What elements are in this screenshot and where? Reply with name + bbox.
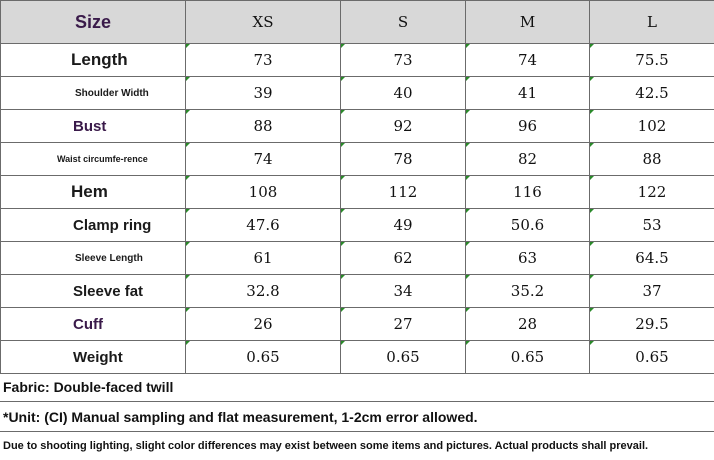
cell-corner-mark [466,275,470,279]
cell-corner-mark [466,143,470,147]
table-cell: 42.5 [590,77,714,110]
column-header-s: S [341,1,466,44]
table-cell: 92 [341,110,466,143]
table-row-length [1,44,714,77]
table-cell: 27 [341,308,466,341]
table-cell: 35.2 [466,275,590,308]
unit-note: *Unit: (CI) Manual sampling and flat measurement, 1-2cm error allowed. [0,402,714,432]
table-cell: 53 [590,209,714,242]
cell-corner-mark [466,176,470,180]
row-label: Bust [1,110,186,143]
table-cell: 64.5 [590,242,714,275]
row-label: Waist circumfe-rence [1,143,186,176]
table-cell: 40 [341,77,466,110]
cell-corner-mark [341,242,345,246]
table-cell: 39 [186,77,341,110]
cell-corner-mark [590,44,594,48]
table-row-sleeve-length [1,242,714,275]
cell-corner-mark [590,143,594,147]
table-cell: 112 [341,176,466,209]
table-cell: 88 [590,143,714,176]
fabric-note: Fabric: Double-faced twill [0,372,714,402]
table-cell: 102 [590,110,714,143]
cell-corner-mark [186,308,190,312]
table-row-shoulder-width [1,77,714,110]
table-cell: 82 [466,143,590,176]
size-header: Size [1,1,186,44]
disclaimer-note: Due to shooting lighting, slight color differences may exist between some items and pictures. Actual products shall prevail. [0,432,714,458]
table-cell: 62 [341,242,466,275]
table-cell: 74 [466,44,590,77]
table-cell: 73 [341,44,466,77]
row-label: Length [1,44,186,77]
row-label: Cuff [1,308,186,341]
cell-corner-mark [186,176,190,180]
cell-corner-mark [466,44,470,48]
table-cell: 0.65 [466,341,590,374]
table-cell: 37 [590,275,714,308]
cell-corner-mark [590,308,594,312]
table-cell: 0.65 [590,341,714,374]
table-cell: 63 [466,242,590,275]
cell-corner-mark [186,275,190,279]
table-cell: 50.6 [466,209,590,242]
cell-corner-mark [186,44,190,48]
cell-corner-mark [186,143,190,147]
cell-corner-mark [590,110,594,114]
column-header-xs: XS [186,1,341,44]
cell-corner-mark [186,209,190,213]
cell-corner-mark [590,176,594,180]
table-cell: 75.5 [590,44,714,77]
cell-corner-mark [590,209,594,213]
cell-corner-mark [466,209,470,213]
cell-corner-mark [466,341,470,345]
table-row-bust [1,110,714,143]
row-label: Shoulder Width [1,77,186,110]
column-header-m: M [466,1,590,44]
table-cell: 34 [341,275,466,308]
table-cell: 96 [466,110,590,143]
table-cell: 73 [186,44,341,77]
cell-corner-mark [341,110,345,114]
table-cell: 61 [186,242,341,275]
cell-corner-mark [341,341,345,345]
row-label: Clamp ring [1,209,186,242]
cell-corner-mark [341,143,345,147]
cell-corner-mark [466,242,470,246]
cell-corner-mark [341,176,345,180]
table-cell: 41 [466,77,590,110]
cell-corner-mark [186,110,190,114]
cell-corner-mark [186,242,190,246]
cell-corner-mark [186,77,190,81]
table-row-weight [1,341,714,374]
table-cell: 49 [341,209,466,242]
table-cell: 74 [186,143,341,176]
cell-corner-mark [341,77,345,81]
row-label: Sleeve Length [1,242,186,275]
table-cell: 108 [186,176,341,209]
table-cell: 116 [466,176,590,209]
table-cell: 26 [186,308,341,341]
table-row-clamp-ring [1,209,714,242]
row-label: Hem [1,176,186,209]
table-cell: 28 [466,308,590,341]
table-cell: 88 [186,110,341,143]
cell-corner-mark [466,77,470,81]
cell-corner-mark [186,341,190,345]
table-row-hem [1,176,714,209]
table-cell: 122 [590,176,714,209]
table-cell: 78 [341,143,466,176]
cell-corner-mark [341,44,345,48]
table-cell: 0.65 [186,341,341,374]
cell-corner-mark [466,308,470,312]
table-cell: 29.5 [590,308,714,341]
table-cell: 47.6 [186,209,341,242]
header-row [1,1,714,44]
cell-corner-mark [590,77,594,81]
table-cell: 32.8 [186,275,341,308]
cell-corner-mark [590,341,594,345]
cell-corner-mark [341,209,345,213]
table-cell: 0.65 [341,341,466,374]
row-label: Weight [1,341,186,374]
cell-corner-mark [590,275,594,279]
cell-corner-mark [590,242,594,246]
table-row-sleeve-fat [1,275,714,308]
column-header-l: L [590,1,714,44]
row-label: Sleeve fat [1,275,186,308]
cell-corner-mark [466,110,470,114]
table-row-waist [1,143,714,176]
table-row-cuff [1,308,714,341]
cell-corner-mark [341,308,345,312]
cell-corner-mark [341,275,345,279]
